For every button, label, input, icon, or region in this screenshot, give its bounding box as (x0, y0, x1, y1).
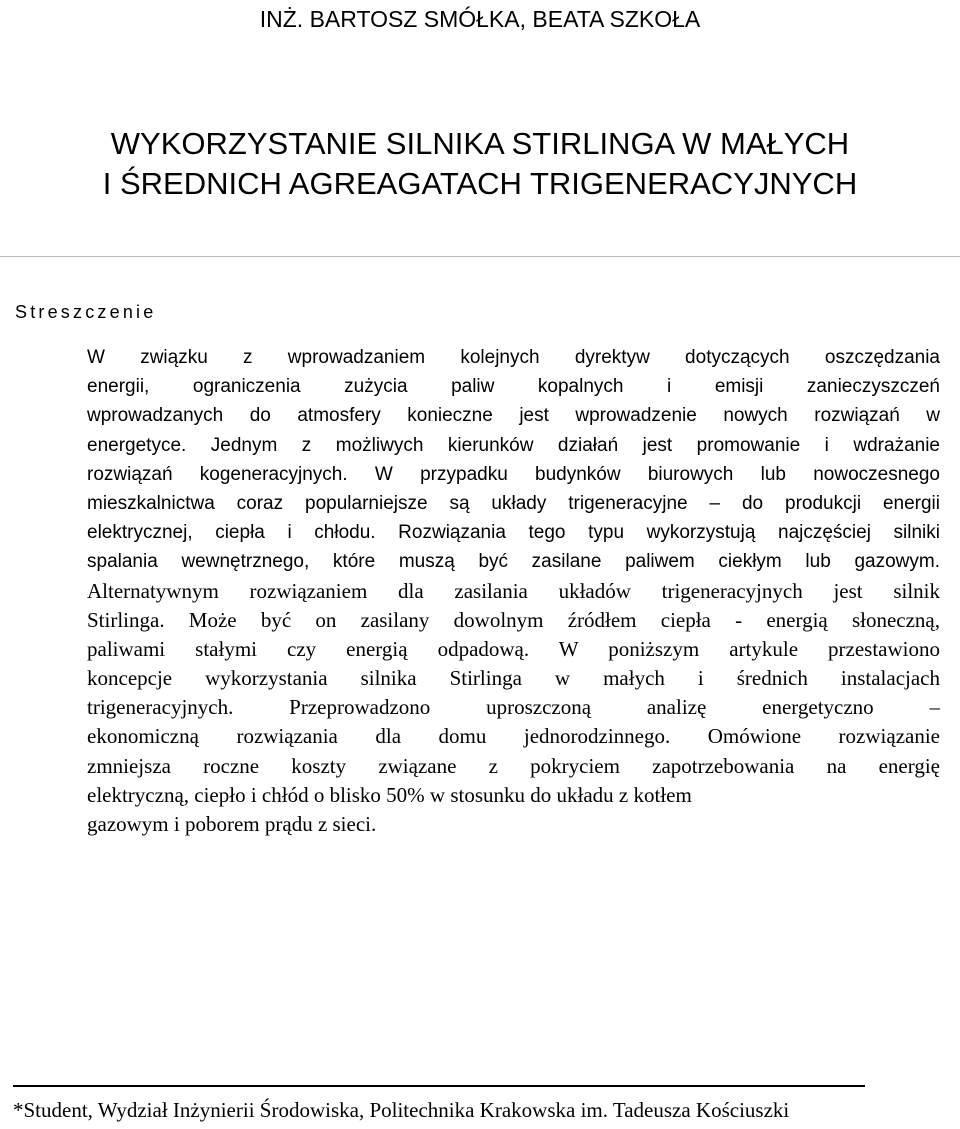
abstract-line: zmniejsza roczne koszty związane z pokryciem zapotrzebowania na energię (87, 753, 940, 778)
abstract-line: elektryczną, ciepło i chłód o blisko 50% w stosunku do układu z kotłem (87, 782, 692, 807)
author-affiliation-footnote: *Student, Wydział Inżynierii Środowiska, Politechnika Krakowska im. Tadeusza Kościuszki (13, 1098, 790, 1122)
abstract-line: Stirlinga. Może być on zasilany dowolnym źródłem ciepła - energią słoneczną, (87, 607, 940, 632)
abstract-heading: Streszczenie (15, 302, 157, 322)
abstract-body (87, 343, 940, 839)
abstract-line: rozwiązań kogeneracyjnych. W przypadku budynków biurowych lub nowoczesnego (87, 463, 940, 485)
abstract-line: paliwami stałymi czy energią odpadową. W poniższym artykule przestawiono (87, 636, 940, 661)
footnote-divider (13, 1085, 865, 1087)
abstract-line: mieszkalnictwa coraz popularniejsze są układy trigeneracyjne – do produkcji energii (87, 492, 940, 514)
abstract-line: koncepcje wykorzystania silnika Stirlinga w małych i średnich instalacjach (87, 666, 940, 691)
title-divider (0, 256, 960, 257)
abstract-line: elektrycznej, ciepła i chłodu. Rozwiązania tego typu wykorzystują najczęściej silniki (87, 522, 940, 544)
abstract-line: Alternatywnym rozwiązaniem dla zasilania układów trigeneracyjnych jest silnik (87, 578, 940, 603)
abstract-line: energii, ograniczenia zużycia paliw kopalnych i emisji zanieczyszczeń (87, 376, 940, 398)
abstract-line: ekonomiczną rozwiązania dla domu jednorodzinnego. Omówione rozwiązanie (87, 724, 940, 749)
title-line-1: WYKORZYSTANIE SILNIKA STIRLINGA W MAŁYCH (110, 126, 850, 161)
author-names: INŻ. BARTOSZ SMÓŁKA, BEATA SZKOŁA (259, 6, 701, 32)
abstract-line: wprowadzanych do atmosfery konieczne jest wprowadzenie nowych rozwiązań w (87, 405, 940, 427)
abstract-line: energetyce. Jednym z możliwych kierunków działań jest promowanie i wdrażanie (87, 434, 940, 456)
abstract-line: trigeneracyjnych. Przeprowadzono uproszczoną analizę energetyczno – (87, 695, 940, 720)
title-line-2: I ŚREDNICH AGREAGATACH TRIGENERACYJNYCH (102, 166, 858, 201)
abstract-line: spalania wewnętrznego, które muszą być zasilane paliwem ciekłym lub gazowym. (87, 551, 940, 573)
paper-title (0, 124, 960, 204)
abstract-line: gazowym i poborem prądu z sieci. (87, 812, 377, 836)
abstract-line: W związku z wprowadzaniem kolejnych dyrektyw dotyczących oszczędzania (87, 347, 940, 368)
